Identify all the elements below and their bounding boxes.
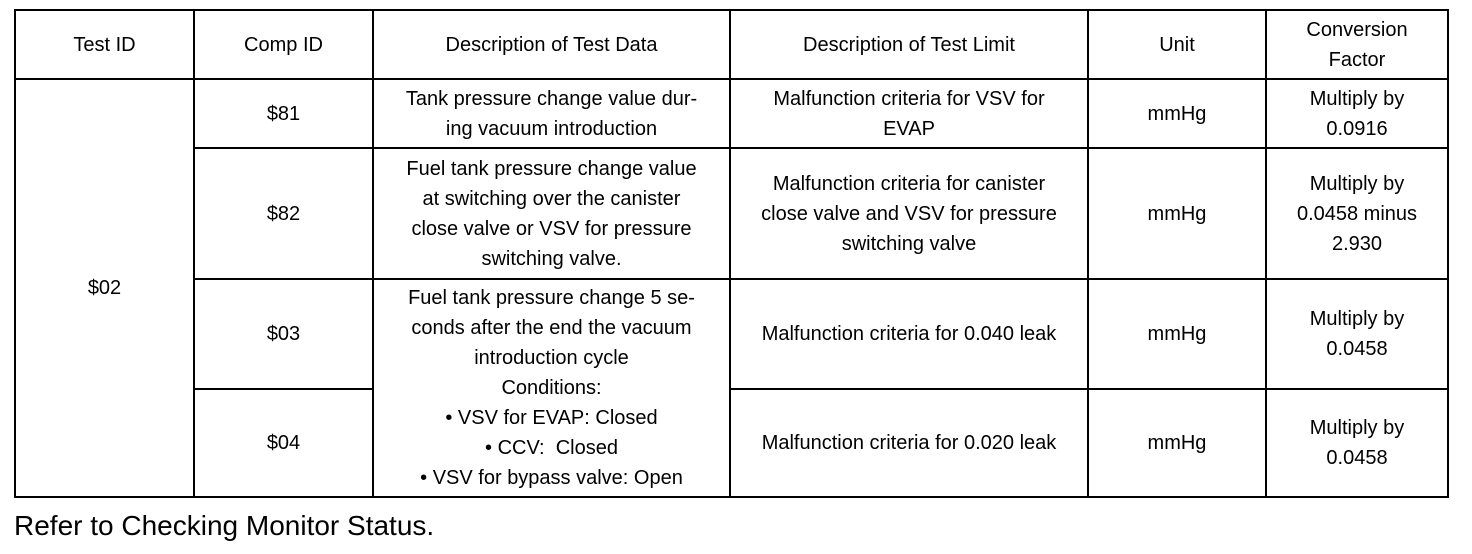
unit-cell: mmHg xyxy=(1088,148,1266,279)
test-data-line: conds after the end the vacuum xyxy=(411,317,692,339)
conversion-line: Multiply by xyxy=(1309,417,1405,439)
conversion-line: 0.0916 xyxy=(1326,117,1388,140)
footer-note: Refer to Checking Monitor Status. xyxy=(14,510,435,541)
test-limit-cell: Malfunction criteria for 0.040 leak xyxy=(730,279,1088,389)
test-data-line: ing vacuum introduction xyxy=(445,117,658,140)
conversion-cell xyxy=(1266,279,1448,389)
table-row xyxy=(15,389,1448,497)
test-limit-line: close valve and VSV for pressure xyxy=(761,202,1057,225)
shared-test-data-cell xyxy=(373,279,730,497)
header-comp-id: Comp ID xyxy=(194,10,373,79)
table-row xyxy=(15,148,1448,279)
test-limit-cell: Malfunction criteria for 0.020 leak xyxy=(730,389,1088,497)
conversion-cell xyxy=(1266,148,1448,279)
header-row xyxy=(15,10,1448,79)
test-limit-cell xyxy=(730,79,1088,148)
unit-cell: mmHg xyxy=(1088,279,1266,389)
conversion-line: Multiply by xyxy=(1309,308,1405,330)
test-limit-line: Malfunction criteria for canister xyxy=(772,172,1046,195)
test-data-line: Fuel tank pressure change 5 se- xyxy=(408,287,695,309)
conversion-line: 2.930 xyxy=(1331,232,1383,255)
test-data-cell xyxy=(373,148,730,279)
condition-bullet: • VSV for EVAP: Closed xyxy=(445,407,658,429)
unit-cell: mmHg xyxy=(1088,79,1266,148)
conversion-cell xyxy=(1266,389,1448,497)
test-limit-line: Malfunction criteria for VSV for xyxy=(773,87,1045,110)
test-data-line: close valve or VSV for pressure xyxy=(411,217,692,240)
condition-bullet: • CCV: Closed xyxy=(485,437,618,459)
test-id-cell: $02 xyxy=(15,79,194,497)
conversion-line: 0.0458 xyxy=(1326,447,1388,469)
header-description-test-data: Description of Test Data xyxy=(373,10,730,79)
unit-cell: mmHg xyxy=(1088,389,1266,497)
header-conversion-line-1: Conversion xyxy=(1306,18,1408,41)
test-limit-line: EVAP xyxy=(883,117,935,140)
test-data-cell xyxy=(373,79,730,148)
header-test-id: Test ID xyxy=(15,10,194,79)
comp-id-cell: $04 xyxy=(194,389,373,497)
header-unit: Unit xyxy=(1088,10,1266,79)
test-data-line: switching valve. xyxy=(481,247,622,270)
test-data-line: Fuel tank pressure change value xyxy=(406,157,697,180)
test-limit-cell xyxy=(730,148,1088,279)
test-data-line: introduction cycle xyxy=(474,347,629,369)
conversion-line: 0.0458 minus xyxy=(1296,202,1418,225)
comp-id-cell: $82 xyxy=(194,148,373,279)
test-limit-line: switching valve xyxy=(841,232,977,255)
condition-bullet: • VSV for bypass valve: Open xyxy=(420,467,683,489)
conditions-heading: Conditions: xyxy=(501,377,602,399)
table-row xyxy=(15,279,1448,389)
table-row xyxy=(15,79,1448,148)
comp-id-cell: $81 xyxy=(194,79,373,148)
test-data-line: Tank pressure change value dur- xyxy=(405,87,698,110)
header-conversion-factor xyxy=(1266,10,1448,79)
comp-id-cell: $03 xyxy=(194,279,373,389)
conversion-cell xyxy=(1266,79,1448,148)
header-conversion-line-2: Factor xyxy=(1328,48,1386,71)
test-data-line: at switching over the canister xyxy=(422,187,681,210)
conversion-line: Multiply by xyxy=(1309,172,1405,195)
header-description-test-limit: Description of Test Limit xyxy=(730,10,1088,79)
test-data-table xyxy=(14,9,1449,498)
conversion-line: 0.0458 xyxy=(1326,338,1388,360)
conversion-line: Multiply by xyxy=(1309,87,1405,110)
